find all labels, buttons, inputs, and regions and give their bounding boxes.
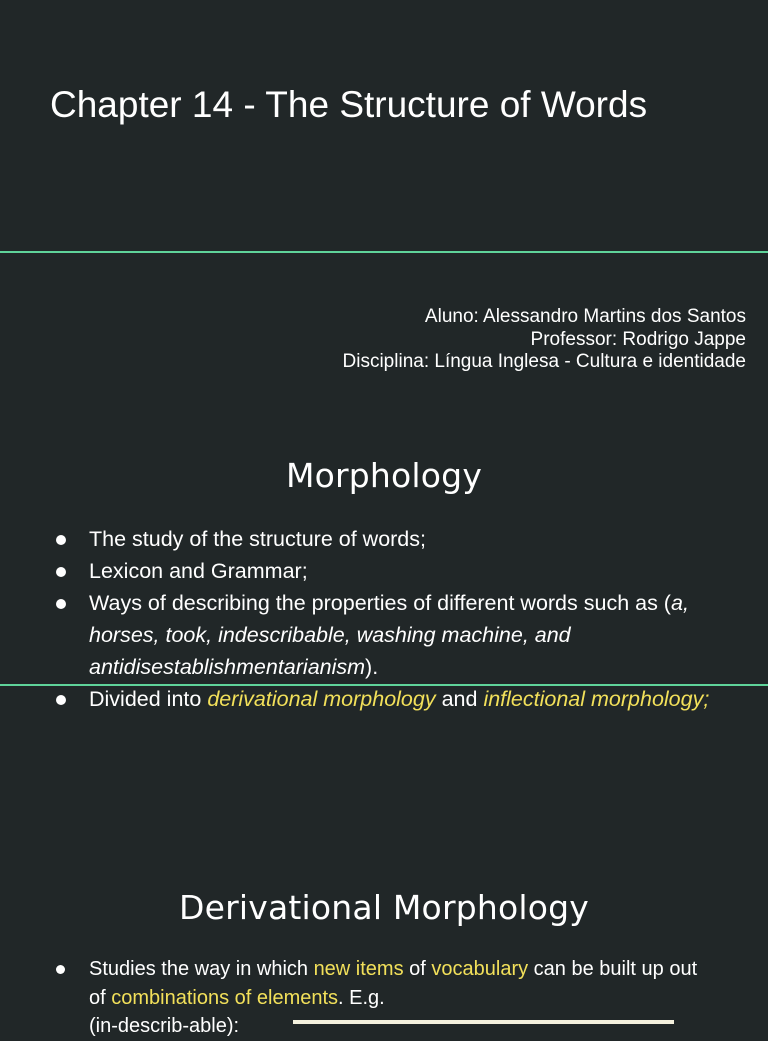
highlight-combinations: combinations of elements <box>111 987 339 1009</box>
highlight-new-items: new items <box>313 958 404 980</box>
bullet-text: Lexicon and Grammar; <box>89 559 308 583</box>
example-image-edge <box>293 1020 674 1024</box>
discipline-line: Disciplina: Língua Inglesa - Cultura e identidade <box>342 351 746 372</box>
bullet-text: of <box>403 958 432 980</box>
student-line: Aluno: Alessandro Martins dos Santos <box>424 306 746 327</box>
bullet-icon <box>56 599 66 609</box>
list-item <box>0 587 768 683</box>
highlight-vocabulary: vocabulary <box>431 958 529 980</box>
slide-divider <box>0 251 768 253</box>
bullet-text-mid: and <box>435 687 484 711</box>
derivational-heading: Derivational Morphology <box>178 888 589 927</box>
morphology-heading: Morphology <box>285 456 483 495</box>
highlight-derivational: derivational morphology <box>207 687 436 711</box>
bullet-text: . E.g. <box>338 987 385 1009</box>
highlight-inflectional: inflectional morphology; <box>483 687 710 711</box>
cut-off-example: (in-describ-able): <box>89 1015 240 1037</box>
bullet-icon <box>56 535 66 545</box>
bullet-text: The study of the structure of words; <box>89 527 426 551</box>
list-item <box>0 523 768 555</box>
morphology-bullet-list <box>0 523 768 715</box>
derivational-bullet-list <box>0 955 768 1013</box>
example-words: a, horses, took, indescribable, washing machine, and antidisestablishmentarianism <box>89 591 689 679</box>
list-item <box>0 555 768 587</box>
slide-divider <box>0 684 768 686</box>
slide-title: Chapter 14 - The Structure of Words <box>50 84 648 125</box>
professor-line: Professor: Rodrigo Jappe <box>530 328 746 350</box>
bullet-icon <box>56 695 66 705</box>
list-item <box>0 683 768 715</box>
bullet-text: Divided into <box>89 687 208 711</box>
bullet-text: Studies the way in which <box>89 958 314 980</box>
author-info <box>343 306 746 374</box>
bullet-text: can be built up out of <box>89 958 698 1009</box>
bullet-icon <box>56 567 66 577</box>
list-item <box>0 955 768 1013</box>
bullet-text: Ways of describing the properties of different words such as ( <box>89 591 671 615</box>
bullet-text-end: ). <box>365 655 379 679</box>
bullet-icon <box>56 965 65 974</box>
